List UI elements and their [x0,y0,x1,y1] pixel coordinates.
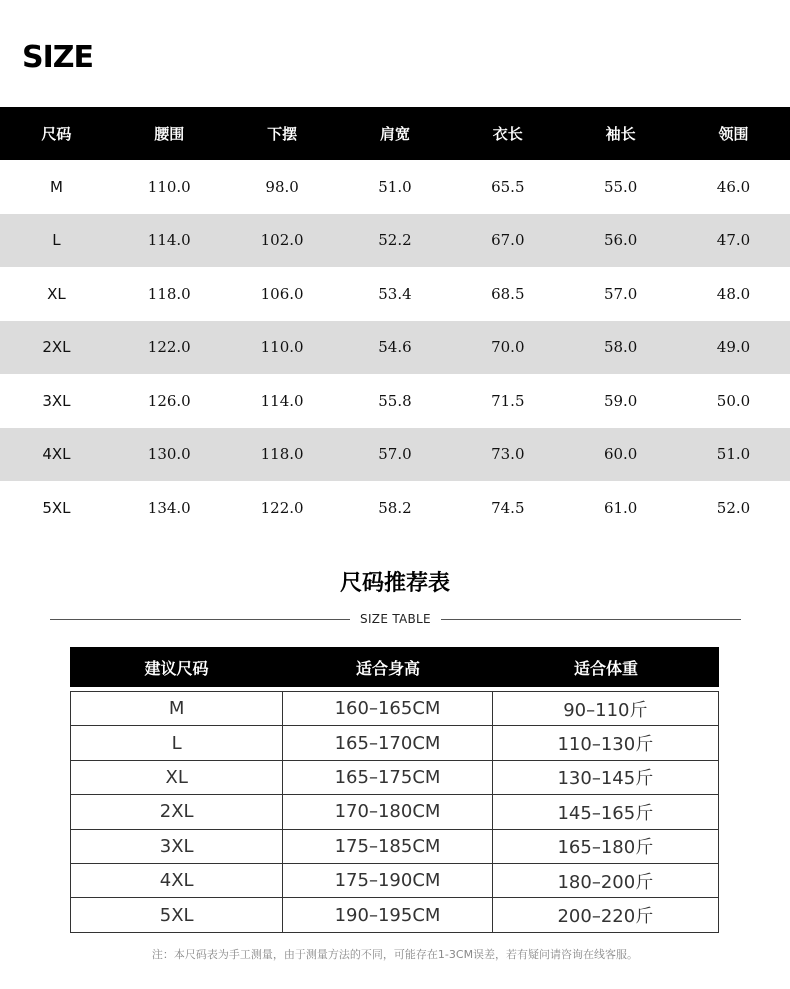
table-row [71,761,718,795]
table-cell: 175–185CM [283,830,492,863]
header-cell: 腰围 [154,125,185,143]
table-cell: 60.0 [603,445,638,464]
header-cell: 领围 [718,125,749,143]
table-cell: 55.8 [378,391,412,410]
recommend-subtitle: SIZE TABLE [360,612,431,626]
table-row [0,321,790,375]
table-cell: 53.4 [378,284,412,303]
table-cell: 130–145斤 [557,768,654,790]
table-cell: 49.0 [716,338,751,357]
table-cell: 55.0 [603,177,638,196]
table-cell: 71.5 [491,391,525,410]
table-cell: 106.0 [260,284,304,303]
measurement-note: 注：本尺码表为手工测量，由于测量方法的不同，可能存在1-3CM误差，若有疑问请咨询在线客服。 [151,948,639,961]
table-cell: 5XL [42,498,71,517]
table-cell: 68.5 [491,284,525,303]
header-cell: 肩宽 [379,125,410,143]
table-cell: L [52,231,61,250]
recommend-title: 尺码推荐表 [339,570,450,596]
table-cell: 59.0 [603,391,638,410]
table-cell: 160–165CM [283,692,492,725]
table-cell: 180–200斤 [557,871,654,893]
table-cell: 122.0 [260,498,304,517]
table-cell: 52.2 [378,231,412,250]
header-cell: 尺码 [41,125,72,143]
header-cell: 袖长 [605,125,636,143]
recommend-table [70,647,719,933]
table-row [0,160,790,214]
table-cell: 165–170CM [283,726,492,759]
table-cell: 4XL [42,445,71,464]
table-cell: 47.0 [716,231,751,250]
header-cell: 适合身高 [355,658,420,678]
table-cell: 114.0 [147,231,191,250]
table-cell: 58.2 [378,498,412,517]
table-cell: 2XL [42,338,71,357]
table-cell: 65.5 [491,177,525,196]
table-cell: 73.0 [491,445,525,464]
table-cell: 170–180CM [283,795,492,828]
table-row [71,692,718,726]
table-cell: 118.0 [260,445,304,464]
table-row [71,864,718,898]
table-cell: 52.0 [716,498,751,517]
table-cell: 118.0 [147,284,191,303]
table-cell: 50.0 [716,391,751,410]
table-cell: 165–175CM [283,761,492,794]
table-cell: 175–190CM [283,864,492,897]
table-cell: 114.0 [260,391,304,410]
header-cell: 衣长 [492,125,523,143]
table-cell: 56.0 [603,231,638,250]
table-cell: XL [47,284,66,303]
table-cell: 190–195CM [283,898,492,931]
table-row [0,374,790,428]
table-cell: 3XL [42,391,71,410]
table-cell: 58.0 [603,338,638,357]
table-cell: M [71,692,283,725]
table-cell: 134.0 [147,498,191,517]
table-cell: 90–110斤 [563,699,648,721]
table-row [0,428,790,482]
table-cell: 200–220斤 [557,906,654,928]
table-cell: 61.0 [603,498,638,517]
table-cell: 74.5 [491,498,525,517]
divider-line [441,619,741,620]
table-row [71,795,718,829]
table-cell: 4XL [71,864,283,897]
table-cell: 2XL [71,795,283,828]
table-row [71,898,718,932]
size-chart-header [0,107,790,160]
table-cell: 3XL [71,830,283,863]
table-cell: 122.0 [147,338,191,357]
table-cell: 57.0 [378,445,412,464]
header-cell: 建议尺码 [144,658,209,678]
table-cell: M [49,177,63,196]
table-cell: 102.0 [260,231,304,250]
table-row [0,214,790,268]
table-cell: 130.0 [147,445,191,464]
header-cell: 下摆 [267,125,298,143]
size-chart-table [0,107,790,535]
recommend-subtitle-rule [50,610,741,630]
table-cell: 165–180斤 [557,837,654,859]
table-cell: 110–130斤 [557,734,654,756]
table-cell: 54.6 [378,338,412,357]
table-cell: 70.0 [491,338,525,357]
recommend-header [70,647,719,687]
table-cell: 51.0 [378,177,412,196]
table-cell: 67.0 [491,231,525,250]
table-row [71,830,718,864]
header-cell: 适合体重 [573,658,638,678]
table-row [71,726,718,760]
table-cell: 145–165斤 [557,802,654,824]
table-cell: 51.0 [716,445,751,464]
table-cell: 126.0 [147,391,191,410]
table-cell: 110.0 [147,177,191,196]
table-cell: XL [71,761,283,794]
size-heading: SIZE [22,40,94,75]
table-cell: 98.0 [265,177,299,196]
table-row [0,481,790,535]
table-cell: L [71,726,283,759]
table-cell: 110.0 [260,338,304,357]
table-row [0,267,790,321]
table-cell: 46.0 [716,177,751,196]
table-cell: 48.0 [716,284,751,303]
table-cell: 57.0 [603,284,638,303]
table-cell: 5XL [71,898,283,931]
